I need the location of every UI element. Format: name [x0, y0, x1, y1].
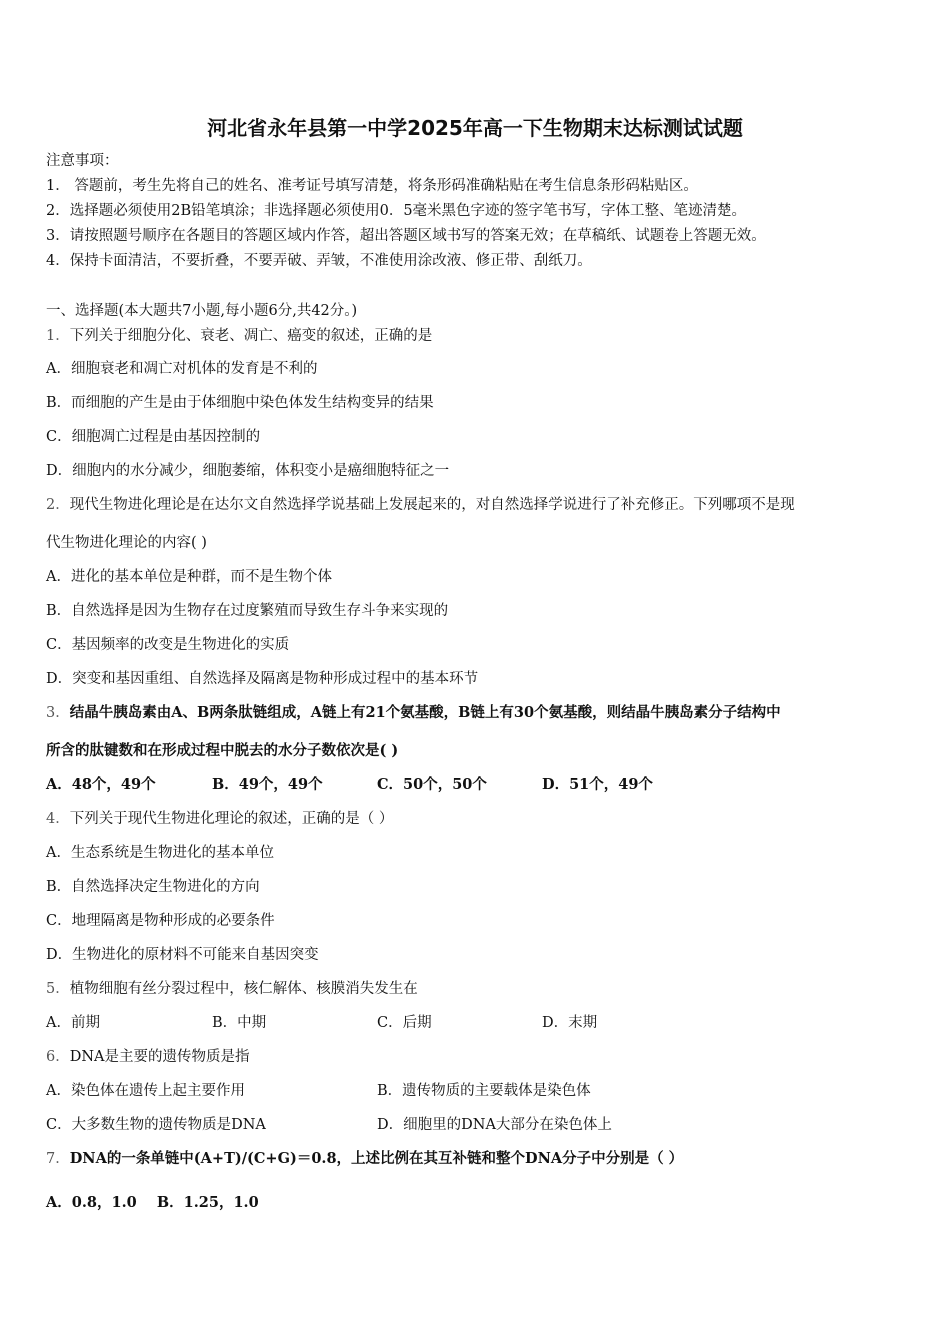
- question-4-option-c: C．地理隔离是物种形成的必要条件: [46, 913, 275, 929]
- question-4-option-a: A．生态系统是生物进化的基本单位: [46, 845, 274, 861]
- question-number: 2．: [46, 497, 70, 513]
- page-title: 河北省永年县第一中学2025年高一下生物期末达标测试试题: [207, 116, 743, 140]
- question-6-stem: [46, 1047, 250, 1067]
- question-text: 下列关于现代生物进化理论的叙述，正确的是（ ）: [69, 811, 394, 827]
- question-1-stem: [46, 326, 432, 346]
- question-text: 现代生物进化理论是在达尔文自然选择学说基础上发展起来的，对自然选择学说进行了补充修正。下列哪项不是现: [69, 497, 795, 513]
- question-number: 7．: [46, 1151, 70, 1167]
- question-6-option-d: D．细胞里的DNA大部分在染色体上: [377, 1117, 612, 1133]
- question-text: 结晶牛胰岛素由A、B两条肽链组成，A链上有21个氨基酸，B链上有30个氨基酸，则结晶牛胰岛素分子结构中: [69, 704, 781, 721]
- question-6-option-b: B．遗传物质的主要载体是染色体: [377, 1083, 591, 1099]
- question-number: 3．: [46, 705, 70, 721]
- notice-item: 3．请按照题号顺序在各题目的答题区域内作答，超出答题区域书写的答案无效；在草稿纸、试题卷上答题无效。: [46, 228, 766, 244]
- question-4-option-d: D．生物进化的原材料不可能来自基因突变: [46, 947, 319, 963]
- question-number: 4．: [46, 811, 70, 827]
- question-2-stem-cont: 代生物进化理论的内容( ): [46, 535, 207, 551]
- question-6-option-c: C．大多数生物的遗传物质是DNA: [46, 1117, 266, 1133]
- question-5-option-b: B．中期: [212, 1015, 267, 1031]
- question-2-option-b: B．自然选择是因为生物存在过度繁殖而导致生存斗争来实现的: [46, 603, 449, 619]
- question-5-option-a: A．前期: [46, 1015, 100, 1031]
- question-3-option-b: B．49个，49个: [212, 776, 323, 793]
- question-text: DNA是主要的遗传物质是指: [69, 1049, 250, 1065]
- question-7-options: A．0.8，1.0 B．1.25，1.0: [46, 1194, 259, 1211]
- question-1-option-b: B．而细胞的产生是由于体细胞中染色体发生结构变异的结果: [46, 395, 434, 411]
- question-4-option-b: B．自然选择决定生物进化的方向: [46, 879, 260, 895]
- question-1-option-c: C．细胞凋亡过程是由基因控制的: [46, 429, 261, 445]
- question-text: 下列关于细胞分化、衰老、凋亡、癌变的叙述，正确的是: [69, 328, 433, 344]
- question-7-stem: [46, 1149, 683, 1169]
- notice-item: 2．选择题必须使用2B铅笔填涂；非选择题必须使用0．5毫米黑色字迹的签字笔书写，字体工整、笔迹清楚。: [46, 203, 747, 219]
- question-6-option-a: A．染色体在遗传上起主要作用: [46, 1083, 245, 1099]
- question-2-option-d: D．突变和基因重组、自然选择及隔离是物种形成过程中的基本环节: [46, 671, 479, 687]
- notice-item: 4．保持卡面清洁，不要折叠，不要弄破、弄皱，不准使用涂改液、修正带、刮纸刀。: [46, 253, 592, 269]
- question-4-stem: [46, 809, 393, 829]
- question-2-option-a: A．进化的基本单位是种群，而不是生物个体: [46, 569, 332, 585]
- question-3-option-a: A．48个，49个: [46, 776, 156, 793]
- question-1-option-d: D．细胞内的水分减少，细胞萎缩，体积变小是癌细胞特征之一: [46, 463, 450, 479]
- question-5-option-d: D．末期: [542, 1015, 598, 1031]
- question-2-stem: [46, 495, 795, 515]
- question-3-option-c: C．50个，50个: [377, 776, 487, 793]
- question-text: DNA的一条单链中(A+T)/(C+G)＝0.8，上述比例在其互补链和整个DNA分子中分别是（ ）: [69, 1150, 684, 1167]
- question-text: 植物细胞有丝分裂过程中，核仁解体、核膜消失发生在: [69, 981, 418, 997]
- question-number: 6．: [46, 1049, 70, 1065]
- section-heading: 一、选择题(本大题共7小题,每小题6分,共42分。): [46, 303, 358, 319]
- question-1-option-a: A．细胞衰老和凋亡对机体的发育是不利的: [46, 361, 318, 377]
- question-3-stem: [46, 703, 781, 723]
- question-3-option-d: D．51个，49个: [542, 776, 653, 793]
- question-number: 1．: [46, 328, 70, 344]
- question-5-option-c: C．后期: [377, 1015, 432, 1031]
- question-3-stem-cont: 所含的肽键数和在形成过程中脱去的水分子数依次是( ): [46, 742, 399, 759]
- question-5-stem: [46, 979, 418, 999]
- question-number: 5．: [46, 981, 70, 997]
- question-2-option-c: C．基因频率的改变是生物进化的实质: [46, 637, 290, 653]
- notice-item: 1． 答题前，考生先将自己的姓名、准考证号填写清楚，将条形码准确粘贴在考生信息条形码粘贴区。: [46, 178, 698, 194]
- notice-heading: 注意事项：: [46, 153, 119, 169]
